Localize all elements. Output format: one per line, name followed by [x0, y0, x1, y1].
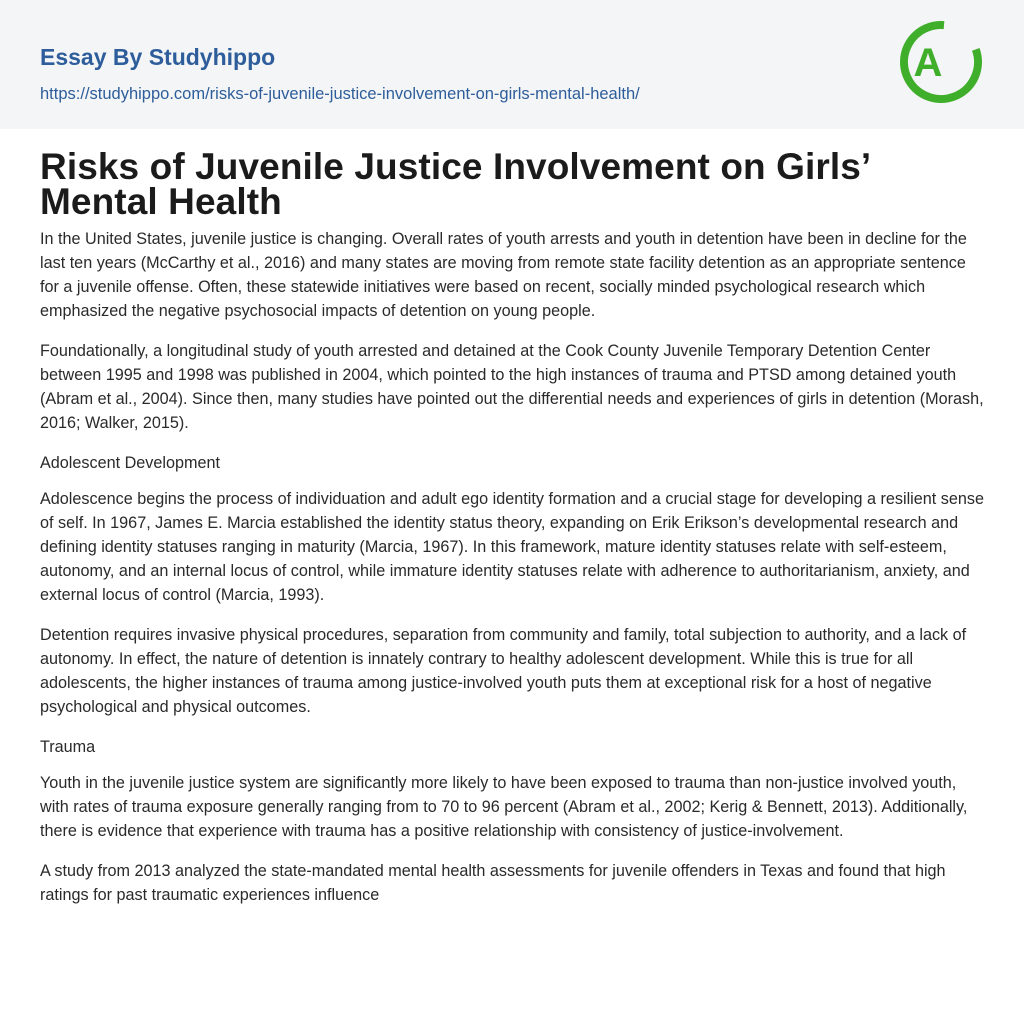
studyhippo-logo-icon[interactable] — [898, 19, 984, 105]
brand-title[interactable]: Essay By Studyhippo — [40, 44, 276, 70]
paragraph-3: Adolescence begins the process of individuation and adult ego identity formation and a crucial stage for developing a resilient sense of self. In 1967, James E. Marcia established the identity status theory, expanding on Erik Erikson’s developmental research and defining identity statuses ranging in maturity (Marcia, 1967). In this framework, mature identity statuses relate with self-esteem, autonomy, and an internal locus of control, while immature identity statuses relate with adherence to authoritarianism, anxiety, and external locus of control (Marcia, 1993). — [40, 490, 984, 604]
paragraph-5: Youth in the juvenile justice system are significantly more likely to have been exposed to trauma than non-justice involved youth, with rates of trauma exposure generally ranging from to 70 to 96 percent (Abram et al., 2002; Kerig & Bennett, 2013). Additionally, there is evidence that experience with trauma has a positive relationship with consistency of justice-involvement. — [40, 774, 968, 840]
logo-letter: A — [913, 41, 943, 85]
section-heading-trauma: Trauma — [40, 738, 96, 756]
paragraph-6: A study from 2013 analyzed the state-mandated mental health assessments for juvenile offenders in Texas and found that high ratings for past traumatic experiences influence — [40, 862, 946, 904]
paragraph-4: Detention requires invasive physical procedures, separation from community and family, total subjection to authority, and a lack of autonomy. In effect, the nature of detention is innately contrary to healthy adolescent development. While this is true for all adolescents, the higher instances of trauma among justice-involved youth puts them at exceptional risk for a host of negative psychological and physical outcomes. — [40, 626, 967, 716]
section-heading-adolescent-development: Adolescent Development — [40, 454, 220, 472]
site-header — [0, 0, 1024, 129]
paragraph-2: Foundationally, a longitudinal study of youth arrested and detained at the Cook County Juvenile Temporary Detention Center between 1995 and 1998 was published in 2004, which pointed to the high instances of trauma and PTSD among detained youth (Abram et al., 2004). Since then, many studies have pointed out the differential needs and experiences of girls in detention (Morash, 2016; Walker, 2015). — [40, 342, 984, 432]
article-body — [0, 129, 1024, 907]
essay-title: Risks of Juvenile Justice Involvement on Girls’ Mental Health — [40, 146, 870, 222]
essay-url-link[interactable]: https://studyhippo.com/risks-of-juvenile-justice-involvement-on-girls-mental-health/ — [40, 85, 640, 103]
paragraph-1: In the United States, juvenile justice is changing. Overall rates of youth arrests and youth in detention have been in decline for the last ten years (McCarthy et al., 2016) and many states are moving from remote state facility detention as an appropriate sentence for a juvenile offense. Often, these statewide initiatives were based on recent, socially minded psychological research which emphasized the negative psychosocial impacts of detention on young people. — [40, 230, 967, 320]
